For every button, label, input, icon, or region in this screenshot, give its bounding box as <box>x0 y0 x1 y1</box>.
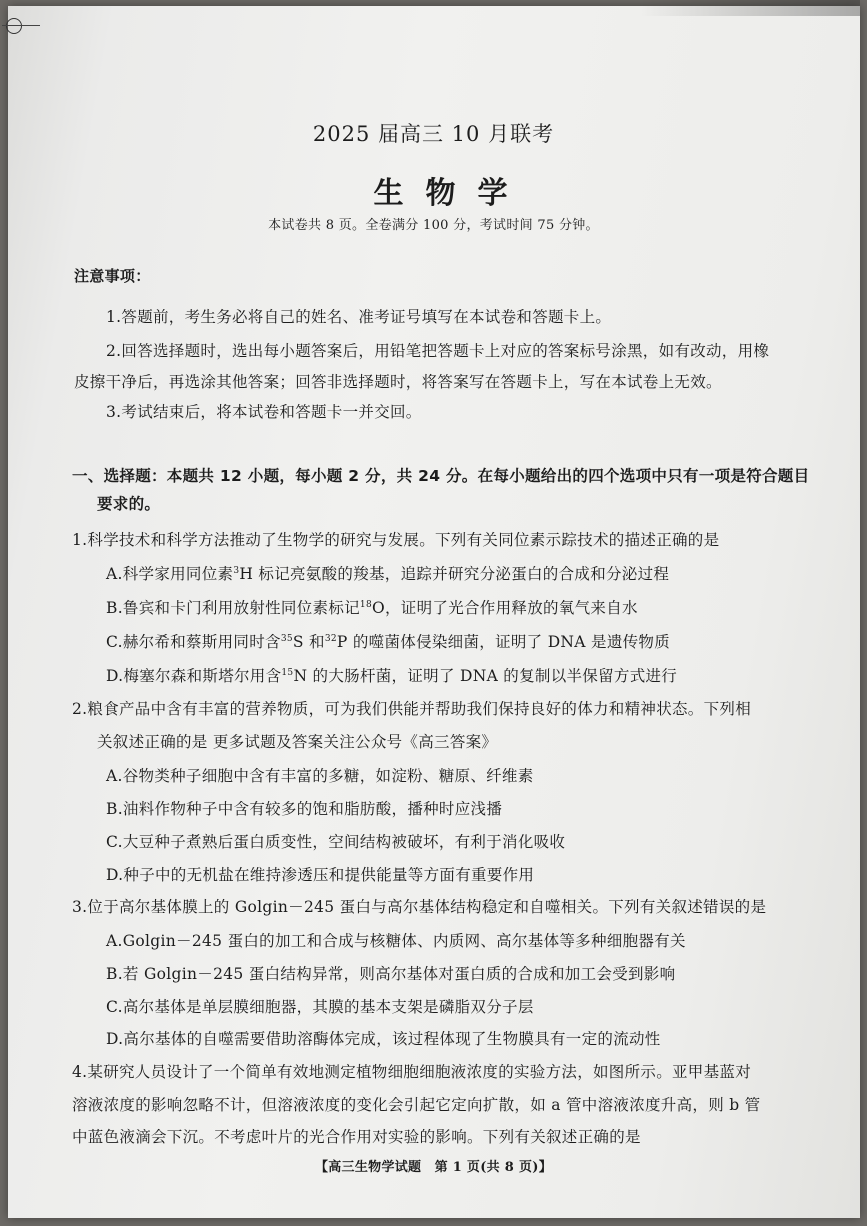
page-footer: 【高三生物学试题 第 1 页(共 8 页)】 <box>314 1160 553 1175</box>
notice-item-2: 2.回答选择题时，选出每小题答案后，用铅笔把答题卡上对应的答案标号涂黑，如有改动，用橡 <box>106 342 770 360</box>
question-4-stem: 4.某研究人员设计了一个简单有效地测定植物细胞细胞液浓度的实验方法，如图所示。亚甲基蓝对 <box>72 1063 751 1081</box>
question-4-stem-cont-2: 中蓝色液滴会下沉。不考虑叶片的光合作用对实验的影响。下列有关叙述正确的是 <box>72 1128 641 1146</box>
exam-info: 本试卷共 8 页。全卷满分 100 分，考试时间 75 分钟。 <box>268 218 599 233</box>
question-3-option-a: A.Golgin－245 蛋白的加工和合成与核糖体、内质网、高尔基体等多种细胞器有关 <box>106 932 686 950</box>
question-3-option-b: B.若 Golgin－245 蛋白结构异常，则高尔基体对蛋白质的合成和加工会受到影响 <box>106 965 676 983</box>
question-1-option-d: D.梅塞尔森和斯塔尔用含$^{15}$N 的大肠杆菌，证明了 DNA 的复制以半保留方式进行 <box>106 667 678 685</box>
notice-item-3: 3.考试结束后，将本试卷和答题卡一并交回。 <box>106 403 422 421</box>
question-4-stem-cont-1: 溶液浓度的影响忽略不计，但溶液浓度的变化会引起它定向扩散，如 a 管中溶液浓度升高，则 b 管 <box>72 1096 761 1114</box>
notice-item-2-cont: 皮擦干净后，再选涂其他答案；回答非选择题时，将答案写在答题卡上，写在本试卷上无效。 <box>74 373 722 391</box>
binding-line-mark <box>2 25 40 26</box>
section-heading-cont: 要求的。 <box>97 495 161 513</box>
subject-title: 生物学 <box>373 176 530 211</box>
notice-item-1: 1.答题前，考生务必将自己的姓名、准考证号填写在本试卷和答题卡上。 <box>106 308 612 326</box>
question-3-stem: 3.位于高尔基体膜上的 Golgin－245 蛋白与高尔基体结构稳定和自噬相关。下列有关叙述错误的是 <box>72 898 767 916</box>
question-1-option-a: A.科学家用同位素$^3$H 标记亮氨酸的羧基，追踪并研究分泌蛋白的合成和分泌过程 <box>106 565 670 583</box>
question-2-option-d: D.种子中的无机盐在维持渗透压和提供能量等方面有重要作用 <box>106 866 535 884</box>
question-2-option-a: A.谷物类种子细胞中含有丰富的多糖，如淀粉、糖原、纤维素 <box>106 767 534 785</box>
notice-title: 注意事项： <box>74 267 151 285</box>
exam-title: 2025 届高三 10 月联考 <box>312 122 555 146</box>
binding-hole-mark <box>6 18 22 34</box>
question-1-stem: 1.科学技术和科学方法推动了生物学的研究与发展。下列有关同位素示踪技术的描述正确的是 <box>72 531 720 549</box>
question-2-stem: 2.粮食产品中含有丰富的营养物质，可为我们供能并帮助我们保持良好的体力和精神状态。下列相 <box>72 700 751 718</box>
page-edge-shadow <box>640 0 860 16</box>
question-2-stem-cont: 关叙述正确的是 更多试题及答案关注公众号《高三答案》 <box>97 733 498 751</box>
question-1-option-c: C.赫尔希和蔡斯用同时含$^{35}$S 和$^{32}$P 的噬菌体侵染细菌，证明了 DNA 是遗传物质 <box>106 633 671 651</box>
question-3-option-c: C.高尔基体是单层膜细胞器，其膜的基本支架是磷脂双分子层 <box>106 998 534 1016</box>
question-2-option-c: C.大豆种子煮熟后蛋白质变性，空间结构被破坏，有利于消化吸收 <box>106 833 566 851</box>
section-heading: 一、选择题：本题共 12 小题，每小题 2 分，共 24 分。在每小题给出的四个选项中只有一项是符合题目 <box>72 467 810 485</box>
question-2-option-b: B.油料作物种子中含有较多的饱和脂肪酸，播种时应浅播 <box>106 800 503 818</box>
question-1-option-b: B.鲁宾和卡门利用放射性同位素标记$^{18}$O，证明了光合作用释放的氧气来自水 <box>106 599 638 617</box>
question-3-option-d: D.高尔基体的自噬需要借助溶酶体完成，该过程体现了生物膜具有一定的流动性 <box>106 1030 661 1048</box>
